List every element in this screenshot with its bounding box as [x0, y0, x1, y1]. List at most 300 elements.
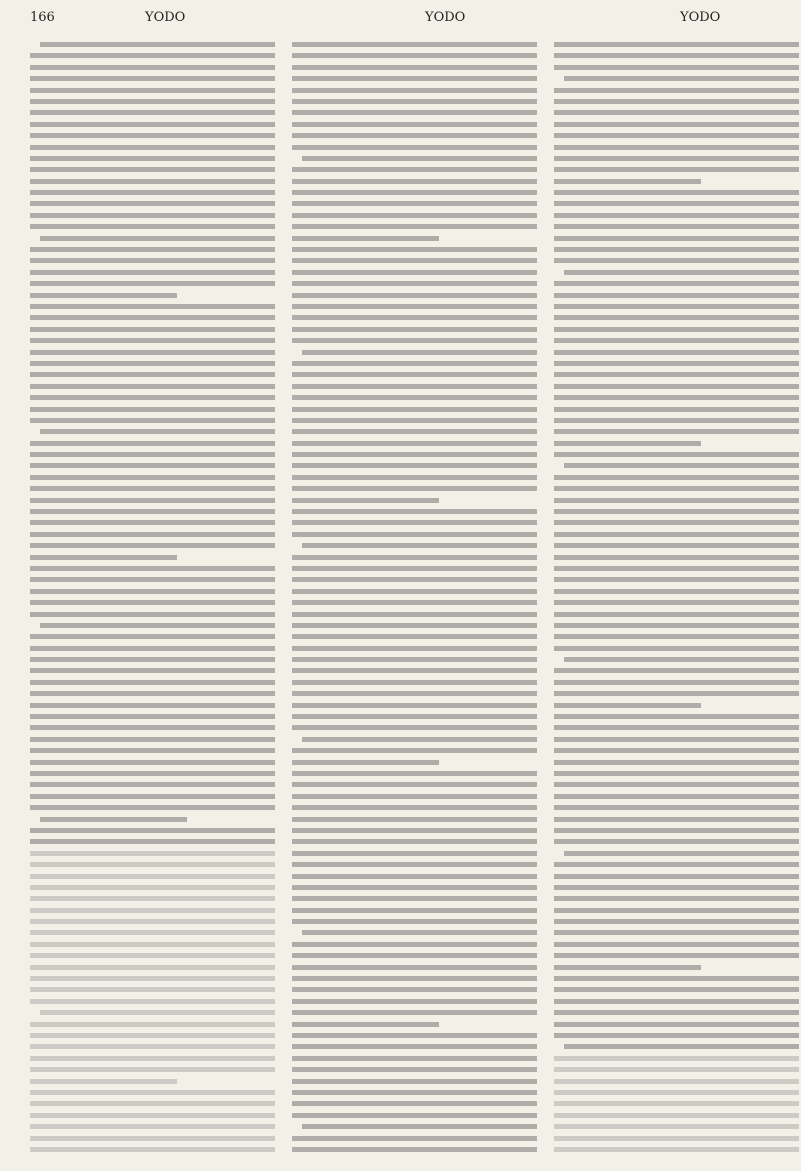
text-line	[292, 874, 537, 879]
text-line	[292, 999, 537, 1004]
text-line	[292, 441, 537, 446]
text-line	[292, 942, 537, 947]
text-line	[292, 475, 537, 480]
text-line	[554, 885, 799, 890]
text-line	[292, 794, 537, 799]
text-line	[30, 1101, 275, 1106]
text-line	[30, 589, 275, 594]
text-line	[292, 99, 537, 104]
text-line	[30, 133, 275, 138]
text-line	[30, 965, 275, 970]
text-line	[292, 532, 537, 537]
text-line	[554, 1033, 799, 1038]
text-line	[554, 498, 799, 503]
text-line	[292, 851, 537, 856]
text-line	[554, 817, 799, 822]
text-line	[554, 156, 799, 161]
text-line	[292, 760, 439, 765]
text-line	[554, 862, 799, 867]
text-line	[30, 88, 275, 93]
text-line	[554, 999, 799, 1004]
text-line	[292, 452, 537, 457]
text-line	[30, 213, 275, 218]
text-line	[554, 99, 799, 104]
text-line	[554, 304, 799, 309]
text-line	[30, 247, 275, 252]
text-line	[30, 885, 275, 890]
text-line	[30, 1033, 275, 1038]
text-line	[292, 805, 537, 810]
text-line	[292, 463, 537, 468]
text-line	[292, 1147, 537, 1152]
text-line	[554, 315, 799, 320]
text-line	[554, 828, 799, 833]
text-line	[30, 327, 275, 332]
text-line	[30, 475, 275, 480]
text-line	[554, 930, 799, 935]
text-column-2	[292, 42, 537, 1160]
text-line	[30, 418, 275, 423]
text-line	[554, 372, 799, 377]
text-line	[292, 509, 537, 514]
text-line	[292, 1067, 537, 1072]
text-line	[292, 612, 537, 617]
text-line	[554, 475, 799, 480]
text-line	[292, 748, 537, 753]
text-line	[30, 281, 275, 286]
text-line	[30, 828, 275, 833]
text-line	[30, 874, 275, 879]
text-line	[292, 418, 537, 423]
text-line	[292, 520, 537, 525]
text-line	[554, 247, 799, 252]
text-line	[30, 737, 275, 742]
text-line	[292, 589, 537, 594]
text-line	[30, 350, 275, 355]
text-line	[30, 498, 275, 503]
text-line	[554, 1022, 799, 1027]
text-line	[554, 452, 799, 457]
text-line	[292, 634, 537, 639]
text-line	[30, 634, 275, 639]
text-line	[554, 122, 799, 127]
text-line	[292, 1056, 537, 1061]
text-line	[30, 179, 275, 184]
text-line	[554, 589, 799, 594]
text-line	[30, 851, 275, 856]
text-line	[30, 395, 275, 400]
text-line	[292, 395, 537, 400]
text-line	[554, 680, 799, 685]
text-line	[302, 156, 537, 161]
text-line	[292, 304, 537, 309]
text-line	[554, 293, 799, 298]
text-line	[30, 942, 275, 947]
text-line	[292, 725, 537, 730]
text-line	[30, 748, 275, 753]
text-line	[292, 668, 537, 673]
text-column-3	[554, 42, 799, 1160]
text-line	[554, 1124, 799, 1129]
text-line	[30, 612, 275, 617]
text-line	[30, 782, 275, 787]
text-line	[30, 1056, 275, 1061]
text-line	[30, 122, 275, 127]
text-line	[554, 1010, 799, 1015]
text-line	[554, 953, 799, 958]
text-line	[30, 110, 275, 115]
text-line	[302, 737, 537, 742]
text-line	[30, 65, 275, 70]
text-line	[292, 293, 537, 298]
text-line	[292, 42, 537, 47]
text-line	[30, 703, 275, 708]
text-line	[554, 612, 799, 617]
text-line	[40, 1010, 275, 1015]
text-line	[554, 623, 799, 628]
text-line	[554, 908, 799, 913]
page-number: 166	[30, 10, 55, 25]
text-line	[554, 703, 701, 708]
text-line	[292, 1010, 537, 1015]
text-line	[30, 760, 275, 765]
text-line	[292, 65, 537, 70]
text-line	[292, 1136, 537, 1141]
text-line	[292, 862, 537, 867]
text-line	[292, 771, 537, 776]
text-line	[292, 577, 537, 582]
text-line	[30, 156, 275, 161]
running-head-center: YODO	[425, 10, 466, 25]
text-line	[292, 258, 537, 263]
text-line	[30, 1136, 275, 1141]
text-line	[292, 782, 537, 787]
text-line	[292, 498, 439, 503]
text-line	[292, 953, 537, 958]
text-line	[292, 714, 537, 719]
text-line	[554, 1079, 799, 1084]
text-line	[30, 566, 275, 571]
text-line	[292, 657, 537, 662]
text-line	[554, 874, 799, 879]
page-header	[30, 10, 771, 30]
text-line	[292, 190, 537, 195]
text-line	[554, 65, 799, 70]
text-line	[292, 122, 537, 127]
text-line	[30, 224, 275, 229]
text-line	[30, 190, 275, 195]
running-head-left: YODO	[145, 10, 186, 25]
text-line	[30, 987, 275, 992]
text-line	[292, 1090, 537, 1095]
text-line	[292, 179, 537, 184]
text-line	[554, 1147, 799, 1152]
text-line	[30, 304, 275, 309]
text-line	[554, 350, 799, 355]
text-line	[292, 965, 537, 970]
text-line	[40, 236, 275, 241]
text-line	[30, 577, 275, 582]
text-line	[554, 145, 799, 150]
text-line	[30, 794, 275, 799]
text-line	[30, 691, 275, 696]
text-line	[554, 532, 799, 537]
text-line	[30, 258, 275, 263]
text-line	[292, 1079, 537, 1084]
text-line	[554, 1136, 799, 1141]
text-line	[30, 486, 275, 491]
text-line	[30, 99, 275, 104]
text-line	[554, 42, 799, 47]
text-line	[554, 919, 799, 924]
text-line	[554, 236, 799, 241]
text-line	[554, 987, 799, 992]
text-line	[564, 1044, 799, 1049]
text-line	[30, 509, 275, 514]
text-line	[30, 520, 275, 525]
text-line	[292, 646, 537, 651]
text-line	[292, 839, 537, 844]
text-line	[30, 999, 275, 1004]
text-line	[30, 338, 275, 343]
text-line	[554, 418, 799, 423]
text-line	[30, 646, 275, 651]
text-line	[30, 76, 275, 81]
text-line	[302, 543, 537, 548]
text-line	[292, 703, 537, 708]
text-line	[30, 908, 275, 913]
text-line	[292, 828, 537, 833]
text-line	[30, 839, 275, 844]
text-line	[292, 338, 537, 343]
text-line	[554, 760, 799, 765]
text-line	[30, 1079, 177, 1084]
text-line	[30, 441, 275, 446]
text-line	[292, 247, 537, 252]
text-line	[30, 293, 177, 298]
text-line	[292, 1022, 439, 1027]
text-line	[292, 110, 537, 115]
text-line	[554, 1101, 799, 1106]
text-line	[292, 281, 537, 286]
text-line	[30, 384, 275, 389]
text-line	[292, 486, 537, 491]
text-line	[292, 236, 439, 241]
text-line	[292, 919, 537, 924]
text-line	[30, 1022, 275, 1027]
text-line	[30, 315, 275, 320]
text-line	[554, 566, 799, 571]
text-line	[554, 714, 799, 719]
text-line	[30, 201, 275, 206]
text-line	[564, 851, 799, 856]
text-line	[292, 691, 537, 696]
text-line	[302, 350, 537, 355]
text-line	[30, 976, 275, 981]
text-line	[292, 224, 537, 229]
text-line	[40, 623, 275, 628]
text-line	[30, 452, 275, 457]
text-line	[30, 463, 275, 468]
text-line	[292, 680, 537, 685]
text-line	[292, 908, 537, 913]
text-line	[30, 600, 275, 605]
text-line	[554, 600, 799, 605]
text-line	[292, 623, 537, 628]
text-line	[30, 771, 275, 776]
text-line	[292, 372, 537, 377]
text-line	[40, 429, 275, 434]
text-line	[554, 53, 799, 58]
text-line	[30, 407, 275, 412]
text-line	[30, 1067, 275, 1072]
text-line	[30, 532, 275, 537]
text-line	[40, 817, 187, 822]
text-line	[554, 965, 701, 970]
text-line	[30, 862, 275, 867]
text-line	[554, 486, 799, 491]
text-line	[554, 361, 799, 366]
text-line	[292, 201, 537, 206]
text-line	[292, 407, 537, 412]
text-line	[554, 748, 799, 753]
text-line	[554, 976, 799, 981]
text-line	[554, 668, 799, 673]
text-line	[292, 133, 537, 138]
text-line	[554, 794, 799, 799]
text-line	[554, 258, 799, 263]
text-line	[554, 555, 799, 560]
text-line	[554, 782, 799, 787]
text-line	[30, 167, 275, 172]
text-line	[30, 543, 275, 548]
text-line	[292, 885, 537, 890]
text-line	[554, 395, 799, 400]
text-line	[554, 179, 701, 184]
text-line	[30, 361, 275, 366]
text-line	[564, 76, 799, 81]
text-line	[554, 771, 799, 776]
text-line	[302, 930, 537, 935]
text-line	[292, 896, 537, 901]
text-line	[554, 1067, 799, 1072]
text-line	[554, 520, 799, 525]
text-line	[554, 201, 799, 206]
text-line	[554, 384, 799, 389]
text-line	[292, 361, 537, 366]
text-line	[554, 167, 799, 172]
text-line	[292, 1033, 537, 1038]
text-line	[554, 543, 799, 548]
text-line	[292, 270, 537, 275]
text-line	[554, 441, 701, 446]
text-line	[564, 463, 799, 468]
text-line	[292, 566, 537, 571]
text-line	[30, 805, 275, 810]
text-line	[292, 384, 537, 389]
text-line	[30, 680, 275, 685]
text-line	[30, 372, 275, 377]
text-line	[30, 919, 275, 924]
text-line	[554, 577, 799, 582]
text-line	[30, 657, 275, 662]
text-line	[292, 53, 537, 58]
text-line	[554, 327, 799, 332]
running-head-right: YODO	[680, 10, 721, 25]
text-line	[554, 1113, 799, 1118]
text-line	[292, 817, 537, 822]
text-line	[30, 145, 275, 150]
text-line	[292, 1101, 537, 1106]
text-line	[292, 327, 537, 332]
text-line	[554, 407, 799, 412]
text-line	[554, 110, 799, 115]
text-line	[554, 805, 799, 810]
text-line	[30, 1044, 275, 1049]
text-line	[292, 213, 537, 218]
text-line	[292, 600, 537, 605]
text-line	[30, 1090, 275, 1095]
text-line	[30, 668, 275, 673]
text-line	[554, 224, 799, 229]
text-line	[564, 657, 799, 662]
text-line	[30, 555, 177, 560]
text-column-1	[30, 42, 275, 1160]
text-line	[554, 646, 799, 651]
text-line	[30, 725, 275, 730]
text-line	[292, 1113, 537, 1118]
text-line	[302, 1124, 537, 1129]
text-line	[30, 1124, 275, 1129]
text-line	[554, 1056, 799, 1061]
text-line	[554, 725, 799, 730]
text-line	[40, 42, 275, 47]
text-line	[30, 953, 275, 958]
text-line	[292, 88, 537, 93]
text-line	[292, 987, 537, 992]
text-line	[554, 133, 799, 138]
text-line	[30, 714, 275, 719]
text-line	[554, 634, 799, 639]
text-line	[30, 270, 275, 275]
text-line	[554, 1090, 799, 1095]
text-line	[554, 213, 799, 218]
text-line	[554, 281, 799, 286]
text-line	[30, 896, 275, 901]
text-line	[30, 53, 275, 58]
text-line	[554, 190, 799, 195]
text-line	[292, 167, 537, 172]
text-line	[30, 1113, 275, 1118]
text-line	[30, 930, 275, 935]
text-line	[554, 896, 799, 901]
text-line	[554, 429, 799, 434]
text-line	[292, 555, 537, 560]
text-line	[292, 429, 537, 434]
text-line	[554, 737, 799, 742]
text-line	[292, 145, 537, 150]
text-line	[554, 509, 799, 514]
text-line	[292, 1044, 537, 1049]
text-line	[30, 1147, 275, 1152]
text-line	[292, 76, 537, 81]
text-line	[554, 942, 799, 947]
text-line	[554, 338, 799, 343]
text-line	[564, 270, 799, 275]
text-line	[554, 839, 799, 844]
text-line	[554, 88, 799, 93]
text-line	[554, 691, 799, 696]
